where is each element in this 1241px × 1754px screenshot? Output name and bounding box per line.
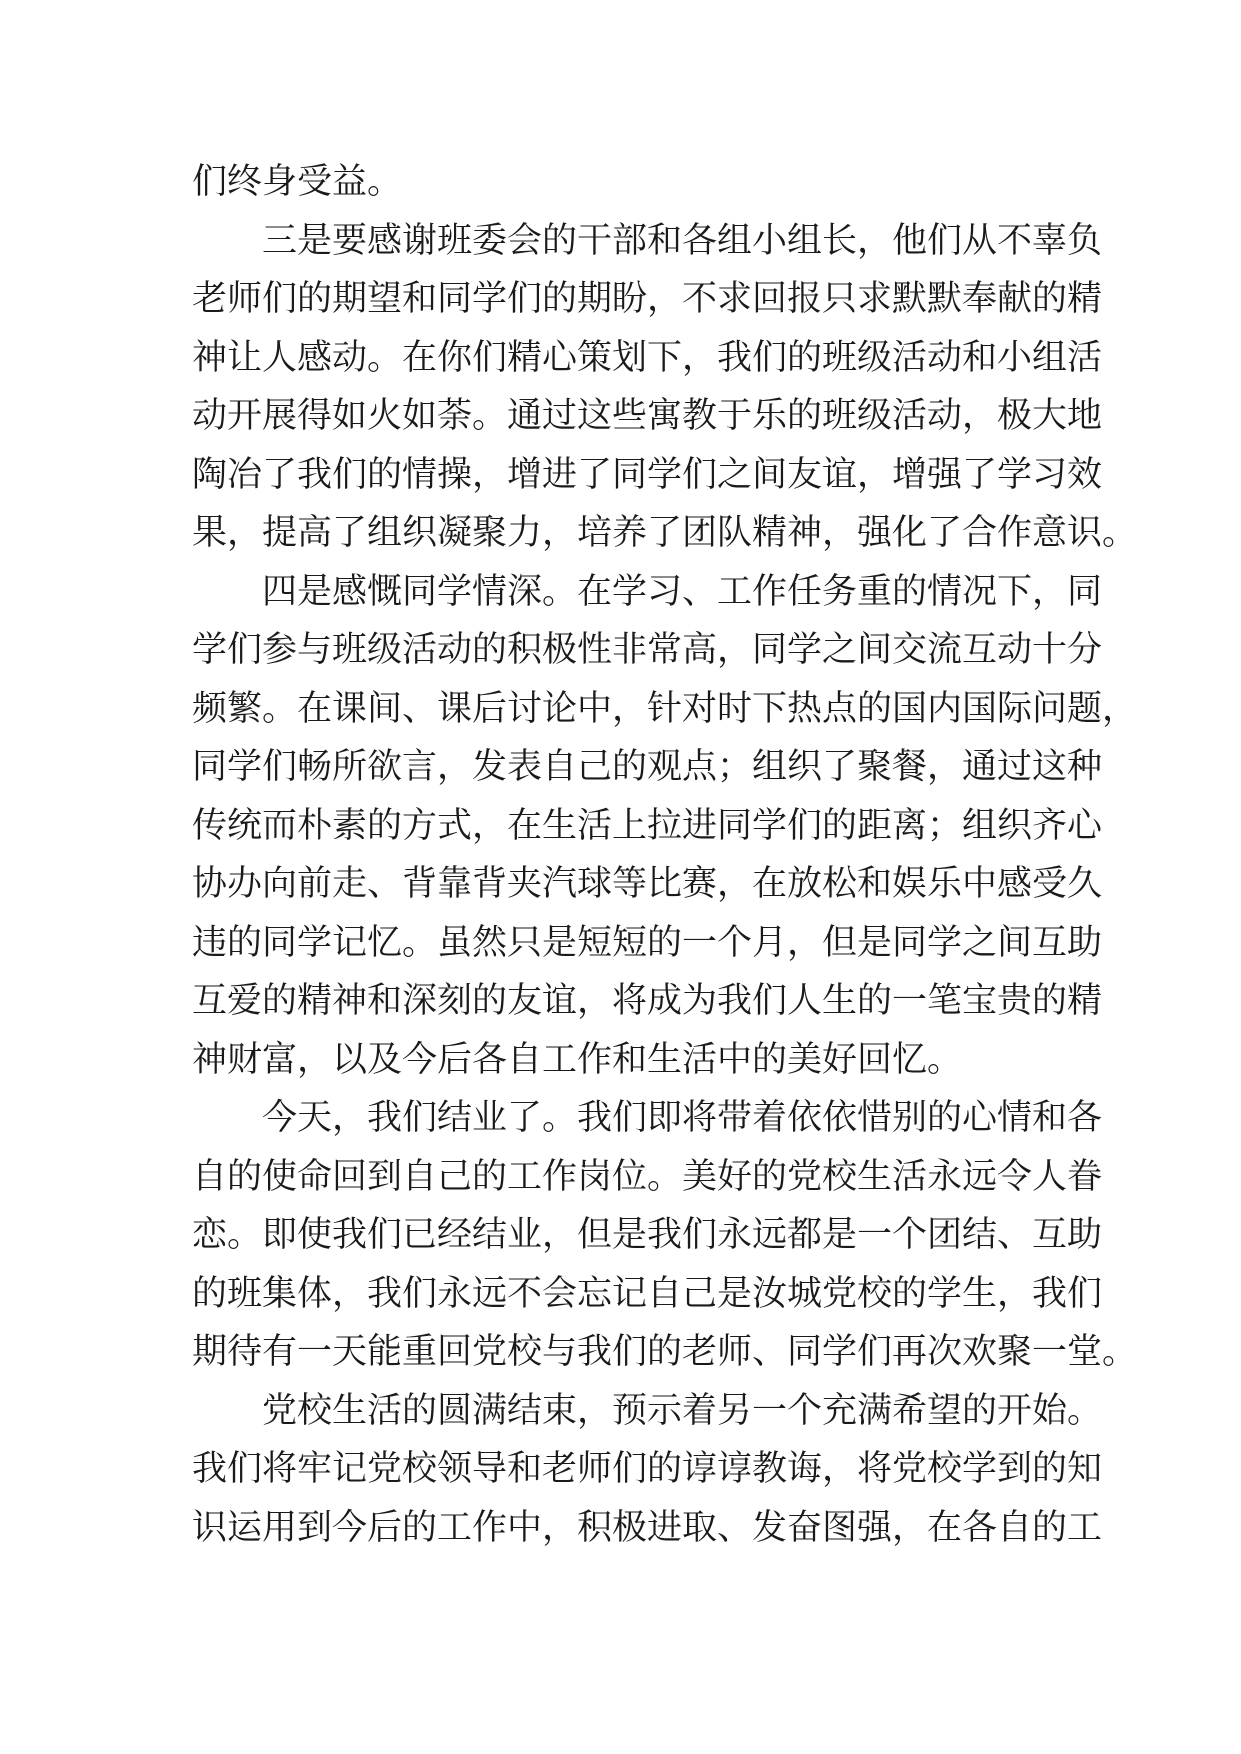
text-line: 神让人感动。在你们精心策划下，我们的班级活动和小组活 [192, 337, 1103, 378]
text-line: 们终身受益。 [192, 162, 403, 202]
text-line: 三是要感谢班委会的干部和各组小组长，他们从不辜负 [262, 220, 1103, 261]
text-line: 学们参与班级活动的积极性非常高，同学之间交流互动十分 [192, 630, 1103, 670]
text-line: 老师们的期望和同学们的期盼，不求回报只求默默奉献的精 [192, 279, 1103, 319]
text-line: 违的同学记忆。虽然只是短短的一个月，但是同学之间互助 [192, 922, 1103, 963]
text-line: 我们将牢记党校领导和老师们的谆谆教诲，将党校学到的知 [192, 1449, 1103, 1489]
text-line: 期待有一天能重回党校与我们的老师、同学们再次欢聚一堂。 [192, 1332, 1138, 1372]
text-line: 同学们畅所欲言，发表自己的观点；组织了聚餐，通过这种 [192, 747, 1103, 787]
text-line: 恋。即使我们已经结业，但是我们永远都是一个团结、互助 [192, 1215, 1103, 1255]
text-line: 陶冶了我们的情操，增进了同学们之间友谊，增强了学习效 [192, 454, 1103, 495]
text-line: 今天，我们结业了。我们即将带着依依惜别的心情和各 [262, 1098, 1103, 1138]
text-line: 党校生活的圆满结束，预示着另一个充满希望的开始。 [262, 1390, 1103, 1431]
text-line: 传统而朴素的方式，在生活上拉进同学们的距离；组织齐心 [192, 805, 1103, 846]
text-line: 识运用到今后的工作中，积极进取、发奋图强，在各自的工 [192, 1507, 1103, 1548]
body-text [192, 153, 1138, 1557]
text-line: 互爱的精神和深刻的友谊，将成为我们人生的一笔宝贵的精 [192, 981, 1103, 1021]
text-line: 果，提高了组织凝聚力，培养了团队精神，强化了合作意识。 [192, 513, 1138, 553]
text-line: 神财富，以及今后各自工作和生活中的美好回忆。 [192, 1039, 963, 1080]
text-line: 四是感慨同学情深。在学习、工作任务重的情况下，同 [262, 571, 1103, 612]
text-line: 的班集体，我们永远不会忘记自己是汝城党校的学生，我们 [192, 1273, 1103, 1314]
text-line: 协办向前走、背靠背夹汽球等比赛，在放松和娱乐中感受久 [192, 864, 1103, 904]
text-line: 动开展得如火如荼。通过这些寓教于乐的班级活动，极大地 [192, 396, 1103, 436]
text-line: 频繁。在课间、课后讨论中，针对时下热点的国内国际问题， [192, 688, 1138, 729]
text-line: 自的使命回到自己的工作岗位。美好的党校生活永远令人眷 [192, 1156, 1103, 1197]
